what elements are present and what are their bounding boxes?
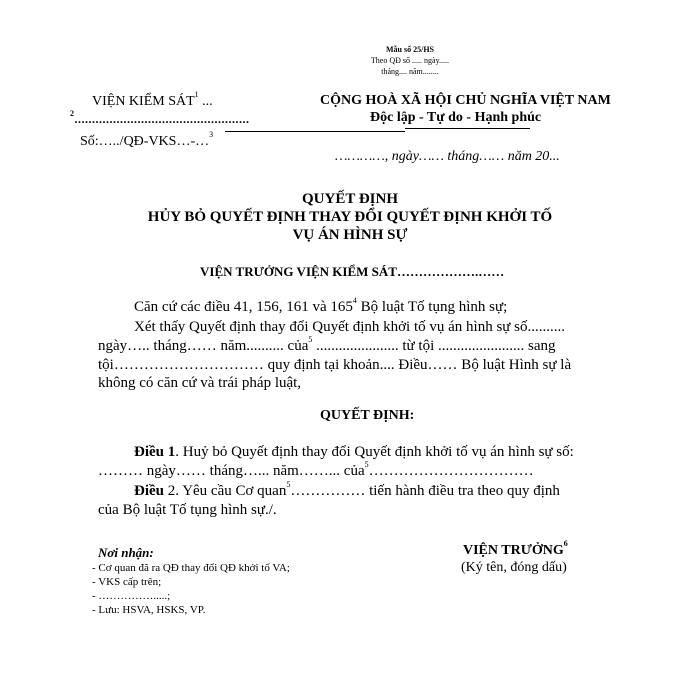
consideration-text-end: ...................... từ tội ....................... sang (312, 338, 556, 354)
footnote-ref: 3 (209, 130, 214, 140)
department-dots: .................................................. (74, 112, 250, 126)
consideration-line-2 (98, 335, 556, 355)
document-subtitle-line-1: HỦY BỎ QUYẾT ĐỊNH THAY ĐỔI QUYẾT ĐỊNH KHỞI TỐ (147, 209, 553, 225)
recipient-item: - Cơ quan đã ra QĐ thay đổi QĐ khởi tố VA; (92, 562, 290, 574)
consideration-line-3: tội………………………… quy định tại khoản.... Điều…… Bộ luật Hình sự là (98, 357, 572, 373)
footnote-ref: 4 (352, 296, 357, 305)
document-title: QUYẾT ĐỊNH (302, 191, 398, 207)
footnote-ref: 5 (308, 335, 313, 344)
article-1-cont-dots: …………………………… (368, 463, 534, 479)
article-2-continuation: của Bộ luật Tố tụng hình sự./. (98, 502, 277, 518)
form-code-line-3: tháng.... năm........ (381, 67, 439, 76)
article-1-label: Điều 1 (134, 444, 176, 460)
signer-title-text: VIỆN TRƯỞNG (463, 543, 564, 558)
agency-label: VIỆN KIỂM SÁT (92, 94, 195, 109)
recipient-item: - VKS cấp trên; (92, 576, 162, 588)
motto-underline (405, 128, 530, 129)
nation-name: CỘNG HOÀ XÃ HỘI CHỦ NGHĨA VIỆT NAM (320, 93, 611, 108)
signature-note: (Ký tên, đóng dấu) (461, 560, 567, 575)
article-2-text: 2. Yêu cầu Cơ quan (164, 483, 287, 499)
article-1-continuation (98, 460, 534, 480)
recipients-heading: Nơi nhận: (98, 545, 154, 560)
recipient-item: - …………….....; (92, 590, 171, 602)
document-subtitle-line-2: VỤ ÁN HÌNH SỰ (292, 227, 408, 243)
document-number-text: Số:…../QĐ-VKS…-… (80, 134, 210, 149)
form-code-line-1: Mẫu số 25/HS (385, 45, 434, 54)
article-1-text: . Huỷ bỏ Quyết định thay đổi Quyết định khởi tố vụ án hình sự số: (175, 444, 574, 460)
department-line (70, 109, 250, 127)
decision-heading: QUYẾT ĐỊNH: (320, 408, 415, 423)
legal-basis-text-end: Bộ luật Tố tụng hình sự; (356, 299, 508, 315)
form-code (360, 44, 460, 77)
footnote-ref: 1 (194, 90, 199, 100)
consideration-text: ngày….. tháng…… năm.......... của (98, 338, 309, 354)
footnote-ref: 2 (70, 109, 75, 118)
document-number (80, 130, 214, 150)
place-date-line: …………, ngày…… tháng…… năm 20... (335, 149, 560, 164)
agency-tail: ... (198, 94, 213, 109)
legal-basis-paragraph (134, 296, 508, 316)
article-1-cont-text: ……… ngày…… tháng…... năm……... của (98, 463, 365, 479)
article-2 (134, 480, 560, 500)
footnote-ref: 5 (364, 460, 369, 469)
agency-name (92, 90, 213, 110)
national-motto: Độc lập - Tự do - Hạnh phúc (370, 110, 542, 125)
header-left-divider (225, 131, 405, 132)
legal-basis-text: Căn cứ các điều 41, 156, 161 và 165 (134, 299, 353, 315)
issuer-heading: VIỆN TRƯỞNG VIỆN KIỂM SÁT……………….…… (200, 264, 505, 279)
consideration-line-1: Xét thấy Quyết định thay đổi Quyết định khởi tố vụ án hình sự số.......... (134, 319, 566, 335)
recipient-item: - Lưu: HSVA, HSKS, VP. (92, 604, 206, 616)
signer-title (463, 539, 568, 559)
footnote-ref: 5 (286, 480, 291, 489)
article-1 (134, 444, 574, 461)
footnote-ref: 6 (563, 539, 568, 549)
consideration-line-4: không có căn cứ và trái pháp luật, (98, 375, 302, 391)
article-2-text-end: …………… tiến hành điều tra theo quy định (290, 483, 560, 499)
article-2-label: Điều (134, 483, 164, 499)
form-code-line-2: Theo QĐ số ..... ngày..... (370, 56, 450, 65)
